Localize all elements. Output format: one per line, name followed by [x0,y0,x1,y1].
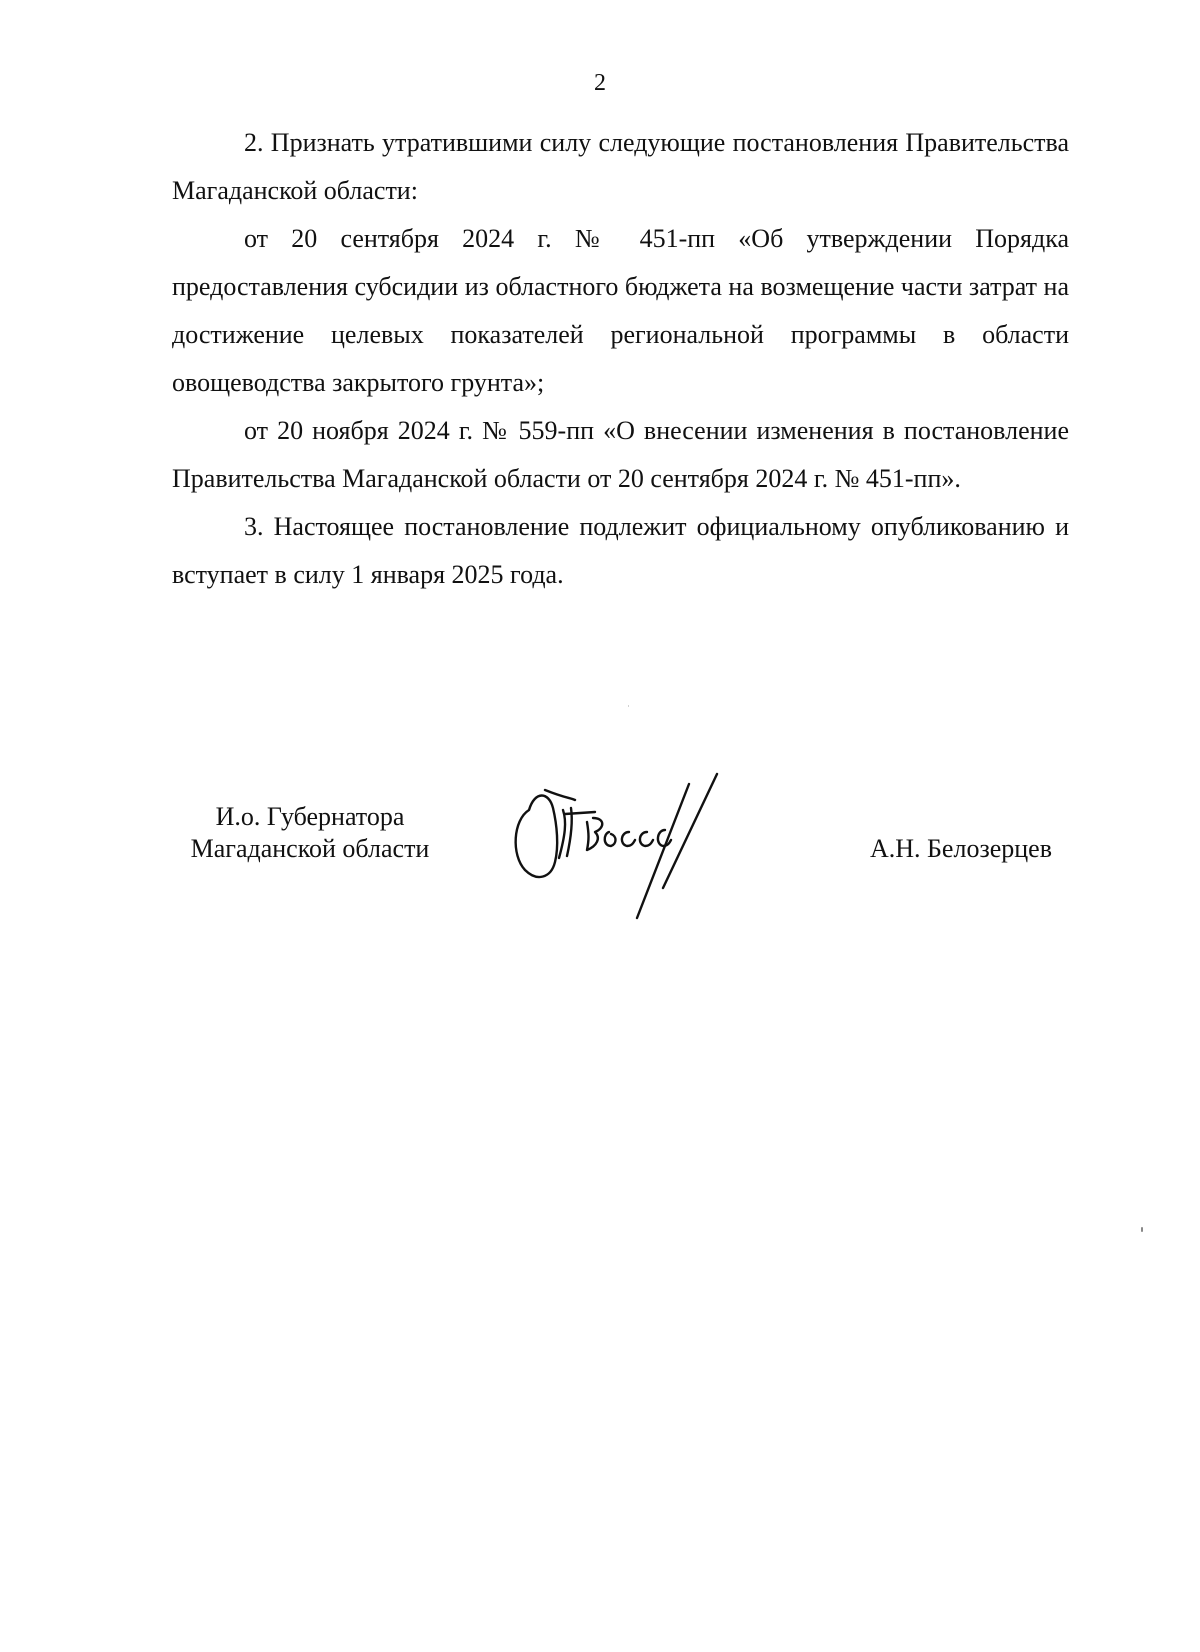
paragraph-item-3: 3. Настоящее постановление подлежит официальному опубликованию и вступает в силу 1 января 2025 года. [172,512,1069,589]
paragraph-item-2: 2. Признать утратившими силу следующие постановления Правительства Магаданской области: [172,128,1069,205]
scan-speck [1141,1227,1143,1232]
position-line-1: И.о. Губернатора [215,802,405,831]
paragraph-repealed-451: от 20 сентября 2024 г. № 451-пп «Об утверждении Порядка предоставления субсидии из областного бюджета на возмещение части затрат на достижение целевых показателей региональной программы в области овощеводства закрытого грунта»; [172,224,1069,397]
paragraph-repealed-559: от 20 ноября 2024 г. № 559-пп «О внесении изменения в постановление Правительства Магаданской области от 20 сентября 2024 г. № 451-пп». [172,416,1069,493]
signatory-position [172,801,448,865]
document-body [172,119,1069,599]
signer-name: А.Н. Белозерцев [869,834,1052,863]
scan-speck [628,705,629,707]
page-number: 2 [594,70,606,96]
position-line-2: Магаданской области [190,834,430,863]
handwritten-signature [505,770,765,920]
